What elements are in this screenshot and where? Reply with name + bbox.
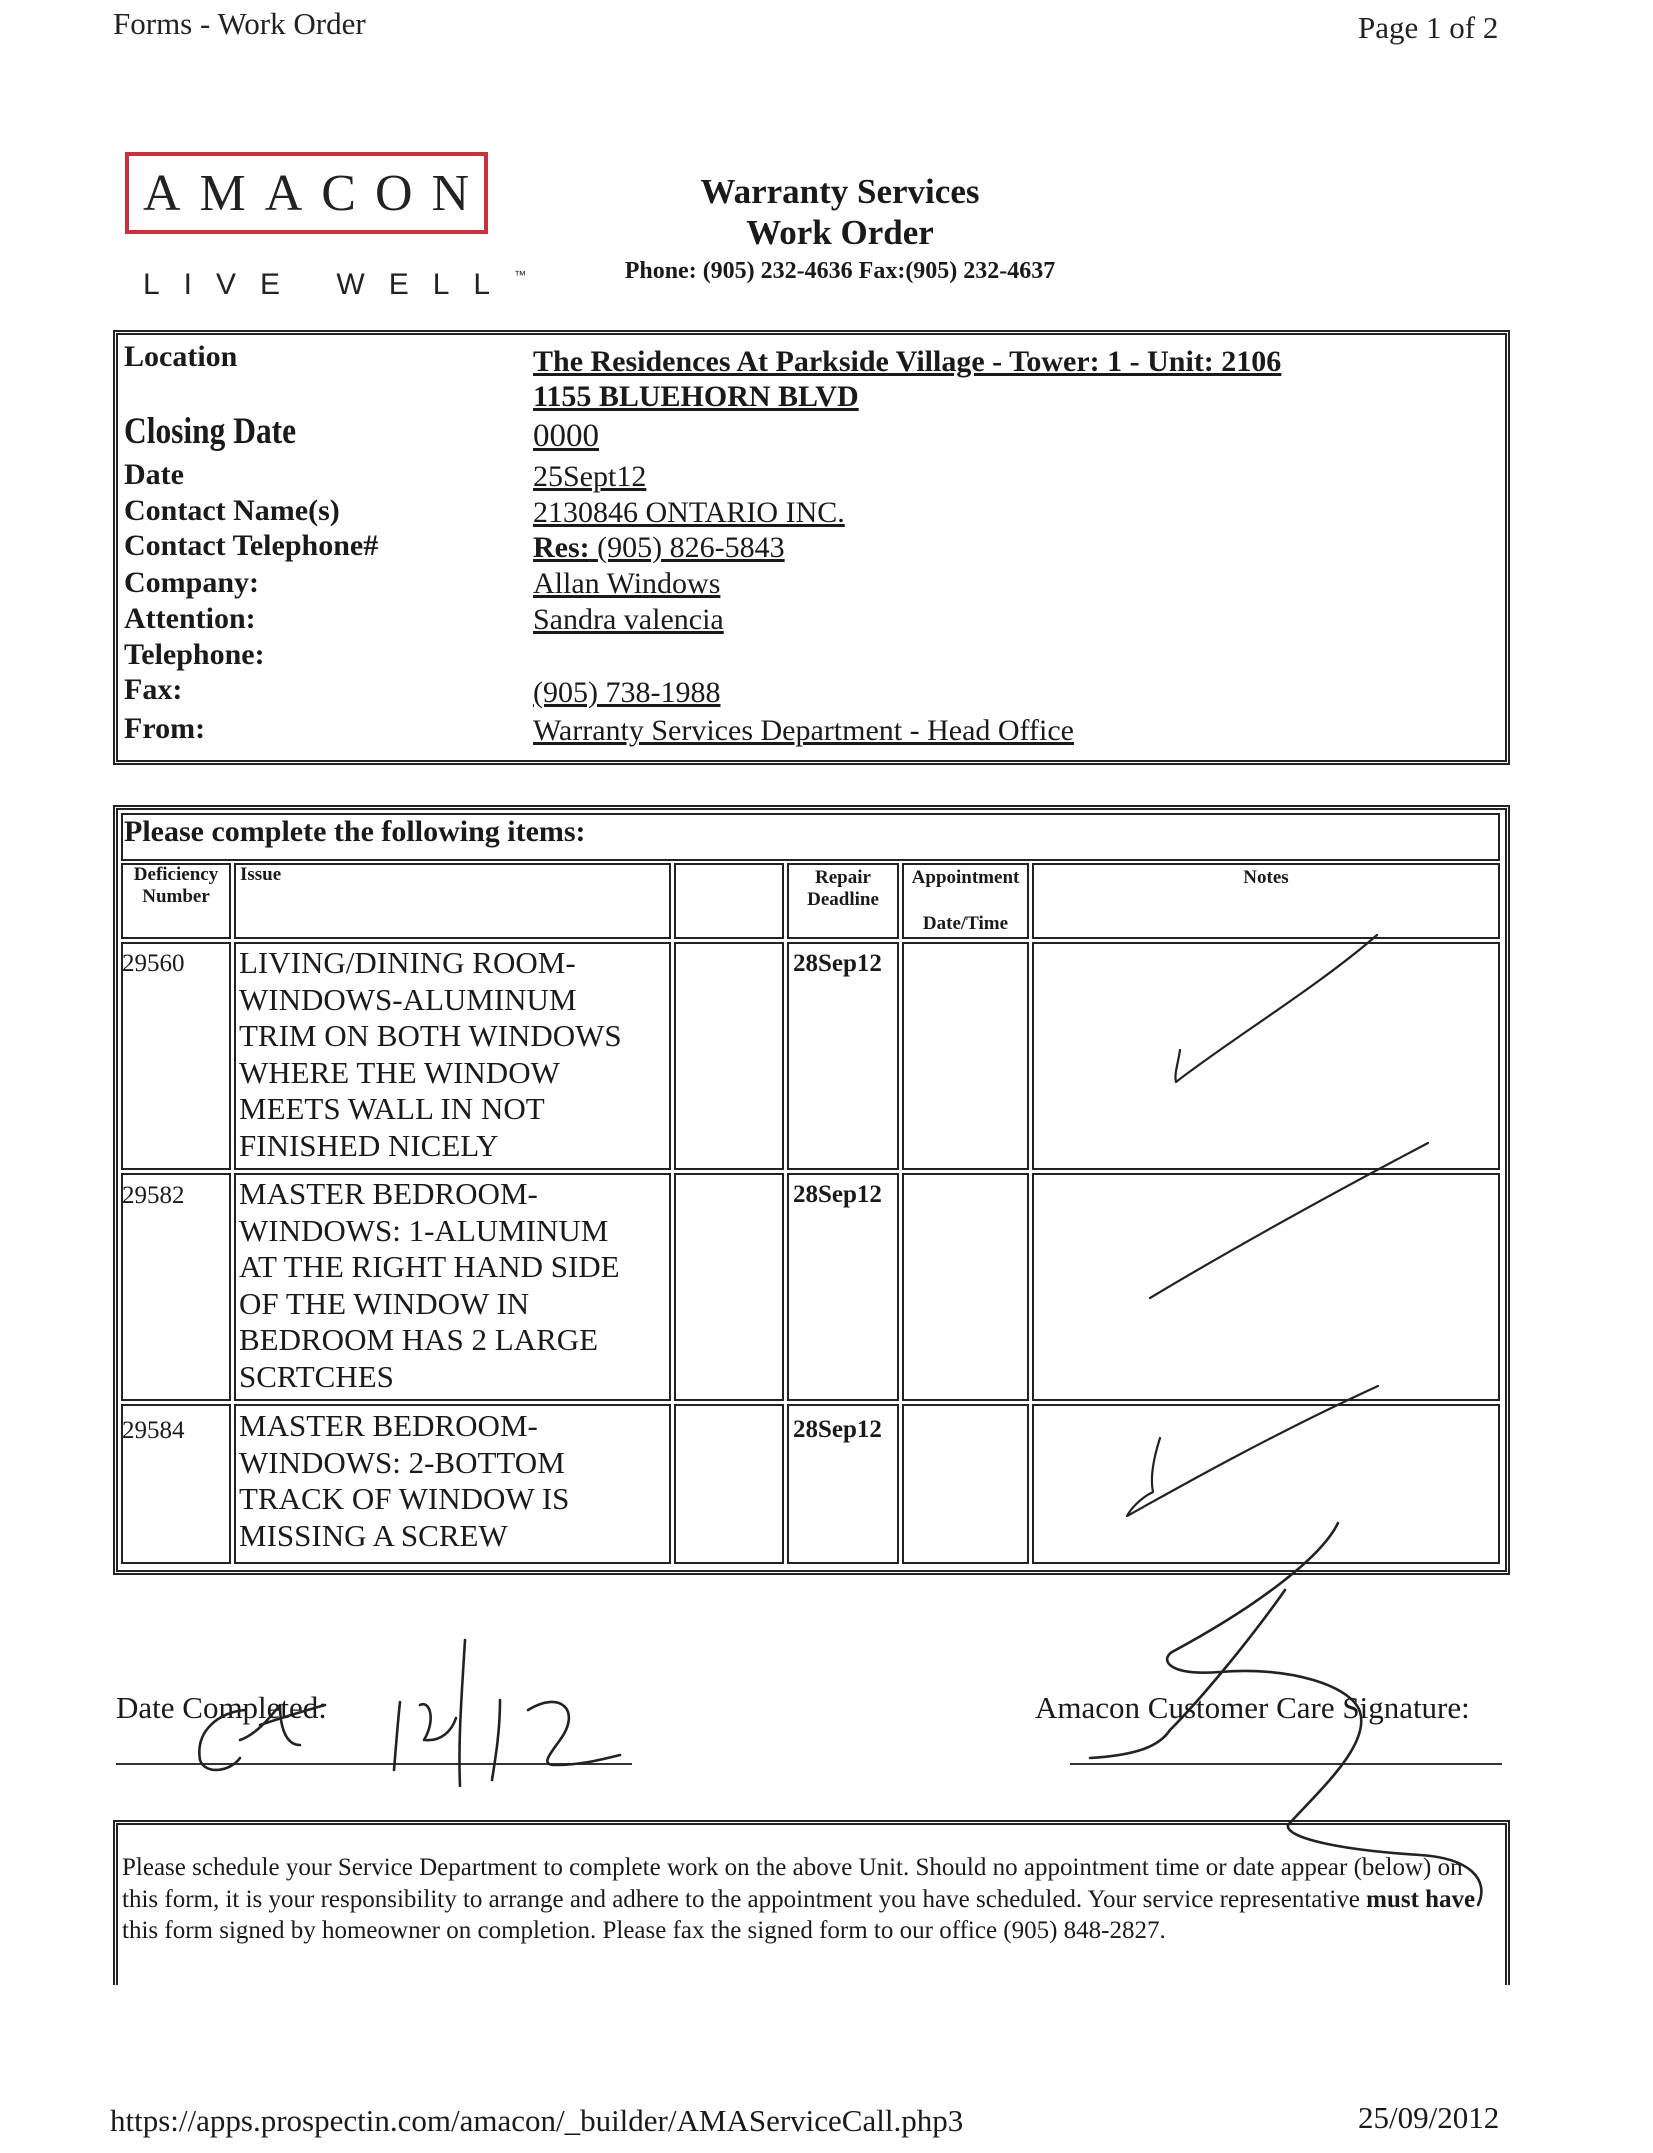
row3-blank-cell [674,1404,784,1564]
row3-issue-line: TRACK OF WINDOW IS [239,1481,570,1516]
row1-deadline: 28Sep12 [793,950,882,977]
closing-date-label: Closing Date [124,411,297,452]
row3-issue [239,1408,569,1554]
heading-contact: Phone: (905) 232-4636 Fax:(905) 232-4637 [624,258,1056,284]
contact-name-value: 2130846 ONTARIO INC. [533,496,845,529]
row1-issue-line: WINDOWS-ALUMINUM [239,981,577,1017]
address-value: 1155 BLUEHORN BLVD [533,380,859,413]
notice-text-end: this form signed by homeowner on completion. Please fax the signed form to our office (905) 848-2827. [122,1917,1166,1944]
logo-tagline [143,268,526,302]
header-date-time: Date/Time [922,913,1009,934]
header-appointment: Appointment [911,867,1020,888]
row1-issue-line: LIVING/DINING ROOM- [239,945,576,980]
row1-appointment-cell [902,942,1029,1170]
row1-issue-line: MEETS WALL IN NOT [239,1091,545,1126]
signature-label: Amacon Customer Care Signature: [1035,1690,1470,1725]
row3-notes-cell [1032,1404,1500,1564]
header-issue-cell [234,863,671,939]
contact-telephone-value [533,531,785,565]
row2-issue-line: AT THE RIGHT HAND SIDE [239,1249,620,1284]
row2-issue-line: BEDROOM HAS 2 LARGE [239,1322,599,1357]
row2-issue-line: WINDOWS: 1-ALUMINUM [239,1212,609,1248]
row1-blank-cell [674,942,784,1170]
row3-issue-line: WINDOWS: 2-BOTTOM [239,1444,565,1480]
page-header-title: Forms - Work Order [113,6,366,41]
row1-notes-cell [1032,942,1500,1170]
header-repair-deadline: Repair Deadline [807,867,879,910]
notice-text-start: Please schedule your Service Department to complete work on the above Unit. Should no appointment time or date appear (below) on this form, it is your responsibility to arrange and adhere to the appointment you have scheduled. Your service representative [122,1854,1463,1913]
header-blank-cell [674,863,784,939]
location-label: Location [124,340,238,373]
date-completed-line [116,1763,632,1765]
amacon-logo [125,152,488,234]
row1-number: 29560 [122,950,185,977]
row3-appointment-cell [902,1404,1029,1564]
header-notes: Notes [1243,867,1289,888]
row3-issue-line: MISSING A SCREW [239,1517,508,1553]
row2-blank-cell [674,1173,784,1401]
fax-label: Fax: [124,673,183,706]
trademark-mark: ™ [514,268,527,282]
notice-text [122,1852,1492,1947]
company-label: Company: [124,566,260,599]
closing-date-value: 0000 [533,418,599,454]
row2-issue-line: SCRTCHES [239,1358,394,1394]
items-title: Please complete the following items: [124,815,586,848]
telephone-number: (905) 826-5843 [597,531,785,564]
heading-line-1: Warranty Services [700,172,980,211]
from-value: Warranty Services Department - Head Office [533,714,1074,747]
row3-issue-line: MASTER BEDROOM- [239,1408,538,1443]
attention-value: Sandra valencia [533,603,724,636]
from-label: From: [124,712,206,745]
fax-value: (905) 738-1988 [533,676,721,709]
logo-tagline-text: LIVE WELL [143,268,515,301]
telephone-label: Telephone: [124,638,265,671]
row1-issue-line: WHERE THE WINDOW [239,1054,560,1090]
telephone-prefix: Res: [533,531,590,564]
notice-emphasis: must have [1366,1885,1476,1913]
location-value: The Residences At Parkside Village - Tower: 1 - Unit: 2106 [533,345,1282,378]
signature-line [1070,1763,1502,1765]
row3-deadline: 28Sep12 [793,1416,882,1443]
row2-issue-line: MASTER BEDROOM- [239,1176,538,1211]
footer-url: https://apps.prospectin.com/amacon/_builder/AMAServiceCall.php3 [110,2103,964,2138]
heading-line-2: Work Order [746,213,934,252]
contact-telephone-label: Contact Telephone# [124,529,379,562]
row2-number: 29582 [122,1182,185,1209]
row1-issue-line: FINISHED NICELY [239,1127,499,1163]
header-issue: Issue [240,864,282,885]
date-completed-label: Date Completed: [116,1690,327,1725]
logo-name: AMACON [142,164,489,222]
row2-issue [239,1176,620,1395]
page-number: Page 1 of 2 [1358,10,1499,45]
attention-label: Attention: [124,602,256,635]
row2-notes-cell [1032,1173,1500,1401]
date-label: Date [124,458,184,491]
row2-appointment-cell [902,1173,1029,1401]
contact-name-label: Contact Name(s) [124,494,340,527]
company-value: Allan Windows [533,567,721,600]
row3-number: 29584 [122,1417,185,1444]
row2-issue-line: OF THE WINDOW IN [239,1285,530,1321]
row1-issue-line: TRIM ON BOTH WINDOWS [239,1018,622,1053]
row2-deadline: 28Sep12 [793,1181,882,1208]
date-value: 25Sept12 [533,460,647,493]
footer-date: 25/09/2012 [1358,2100,1500,2135]
header-deficiency: Deficiency Number [133,864,219,907]
row1-issue [239,945,622,1164]
